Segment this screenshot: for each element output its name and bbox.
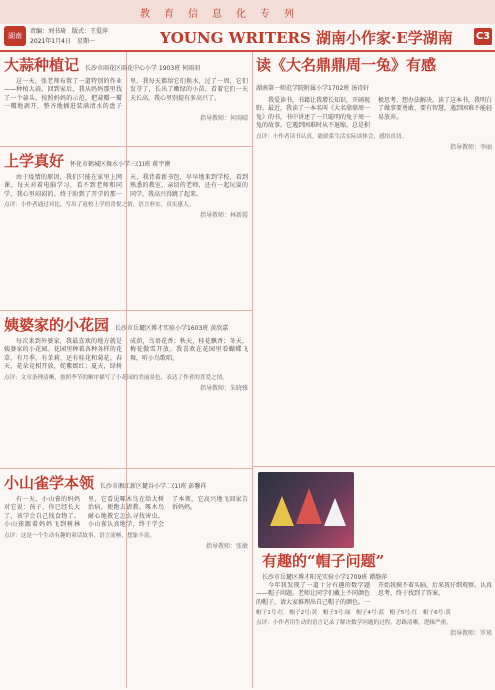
article-body: 我爱读书，书籍让我增长知识，开阔视野。最近，我读了一本名叫《大名鼎鼎周一兔》的书，书中讲述了一只聪明的兔子周一兔的故事。它遇到困难时从不退缩，总是积极思考、想办法解决。读了这本书，我明白了做事要勇敢、要有智慧，遇到困难不能轻易放弃。: [256, 97, 492, 130]
hat-answer-list: 帽子1号:红 帽子2号:黄 帽子3号:绿 帽子4号:蓝 帽子5号:红 帽子6号:黄: [256, 610, 451, 617]
teacher-credit: 指导教师：罗瑛: [449, 630, 492, 638]
row-divider: [0, 146, 252, 147]
article-author: 长沙市岳麓区博才阳光实验小学1709班 谭静萍: [262, 574, 388, 581]
article-garlic: [4, 54, 248, 144]
teacher-credit: 指导教师：林新霞: [199, 212, 248, 220]
article-book-review: [256, 54, 492, 464]
article-comment: 点评：小作者读书认真，能联系生活实际谈体会，感悟真切。: [256, 133, 408, 140]
party-hat-icon: [324, 498, 346, 526]
article-author: 长沙市岳麓区博才实验小学1603班 黄欣嘉: [115, 325, 229, 332]
article-comment: 点评：这是一个生动有趣的童话故事，语言流畅，想象丰富。: [4, 532, 156, 539]
teacher-credit: 指导教师：李丽: [449, 143, 492, 151]
teacher-credit: 指导教师：何雨晴: [199, 114, 248, 122]
article-comment: 点评：文章条理清晰，按照季节的顺序描写了小花园的美丽景色，表达了作者的喜爱之情。: [4, 374, 228, 381]
article-body: 有一天，小山雀的妈妈对它说：孩子，你已经长大了，该学会自己找食物了。小山雀跟着妈妈飞到树林里，它看见啄木鸟在给大树治病，便跑去请教。啄木鸟耐心地教它怎么寻找害虫。小山雀认真地学，终于学会了本领，它高兴地飞回家告诉妈妈。: [4, 496, 248, 529]
newspaper-logo: 湖南: [4, 26, 26, 46]
article-bird: [4, 472, 248, 686]
header-motto: 教育信息化专列: [140, 9, 308, 20]
row-divider: [252, 466, 495, 467]
info-bar: [0, 24, 495, 52]
article-author: 怀化市鹤城区舞水小学三(1)班 蒋宇澳: [70, 161, 171, 168]
article-title: 大蒜种植记: [4, 56, 80, 74]
article-hats: [256, 582, 492, 686]
column-divider: [252, 52, 253, 688]
article-school: [4, 150, 248, 308]
party-hat-icon: [270, 496, 294, 526]
article-body: 这一天，张老师布置了一道特别的作业——种植大蒜。回到家后，我从妈妈那里找了一个蒜头，按照妈妈的示范，把蒜瓣一瓣一瓣地剥开，整齐地插进装满清水的盘子里。我每天都给它们换水，过了一周，它们发芽了，长出了嫩绿的小苗。看着它们一天天长高，我心里别提有多高兴了。: [4, 78, 248, 111]
section-banner: YOUNG WRITERS 湖南小作家·E学湖南: [160, 29, 453, 47]
article-title: 上学真好: [4, 152, 65, 170]
article-body: 由于疫情的原因，我们只能在家里上网课。每天对着电脑学习，看不到老师和同学，我心里闷闷的。终于盼到了开学的那一天，我背着新书包，早早地来到学校，看到熟悉的教室，亲切的老师，还有一起玩耍的同学，我高兴得跳了起来。: [4, 174, 248, 198]
article-body: 今年我发现了一道十分有趣的数学题——帽子问题。老师让同学们戴上不同颜色的帽子，请大家推理出自己帽子的颜色。一开始我摸不着头脑，后来我仔细观察、认真思考，终于找到了答案。: [256, 582, 492, 606]
hats-illustration: [258, 472, 354, 548]
article-title: 有趣的“帽子问题”: [262, 552, 385, 570]
row-divider: [0, 468, 252, 469]
article-author: 长沙市湘江新区麓谷小学二(1)班 彭馨祥: [100, 483, 207, 490]
article-body: 每次来到外婆家，我最喜欢的地方就是姨婆家的小花园。花园里种着各种各样的花草，有月季、有茉莉，还有桂花和菊花。春天，花朵竞相开放，姹紫嫣红；夏天，绿树成荫，鸟语花香；秋天，桂花飘香；冬天，梅花傲雪开放。我喜欢在花园里看蝴蝶飞舞，听小鸟歌唱。: [4, 338, 248, 371]
article-author: 长沙市雨花区雨花中心小学 1903班 何雨羽: [85, 65, 201, 72]
issue-date: 2021年1月4日 星期一: [30, 38, 95, 45]
party-hat-icon: [296, 488, 322, 524]
article-comment: 点评：小作者通过对比，写出了返校上学的喜悦之情，语言朴实，真实感人。: [4, 202, 195, 209]
row-divider: [0, 310, 252, 311]
editor-info: 责编：刘书琦 版式：王爱萍: [30, 28, 109, 35]
article-garden: [4, 314, 248, 466]
page-number: C3: [474, 28, 492, 45]
article-author: 湖南第一师范学院附属小学1702班 汤诗轩: [256, 85, 370, 92]
article-title: 读《大名鼎鼎周一兔》有感: [256, 56, 437, 74]
article-comment: 点评：小作者用生动的语言记录了解决数学问题的过程，思路清晰，逻辑严密。: [256, 620, 452, 627]
top-band: [0, 0, 495, 24]
teacher-credit: 指导教师：张敏: [205, 542, 248, 550]
article-title: 姨婆家的小花园: [4, 316, 110, 334]
teacher-credit: 指导教师：朱晓雅: [199, 384, 248, 392]
article-title: 小山雀学本领: [4, 474, 95, 492]
